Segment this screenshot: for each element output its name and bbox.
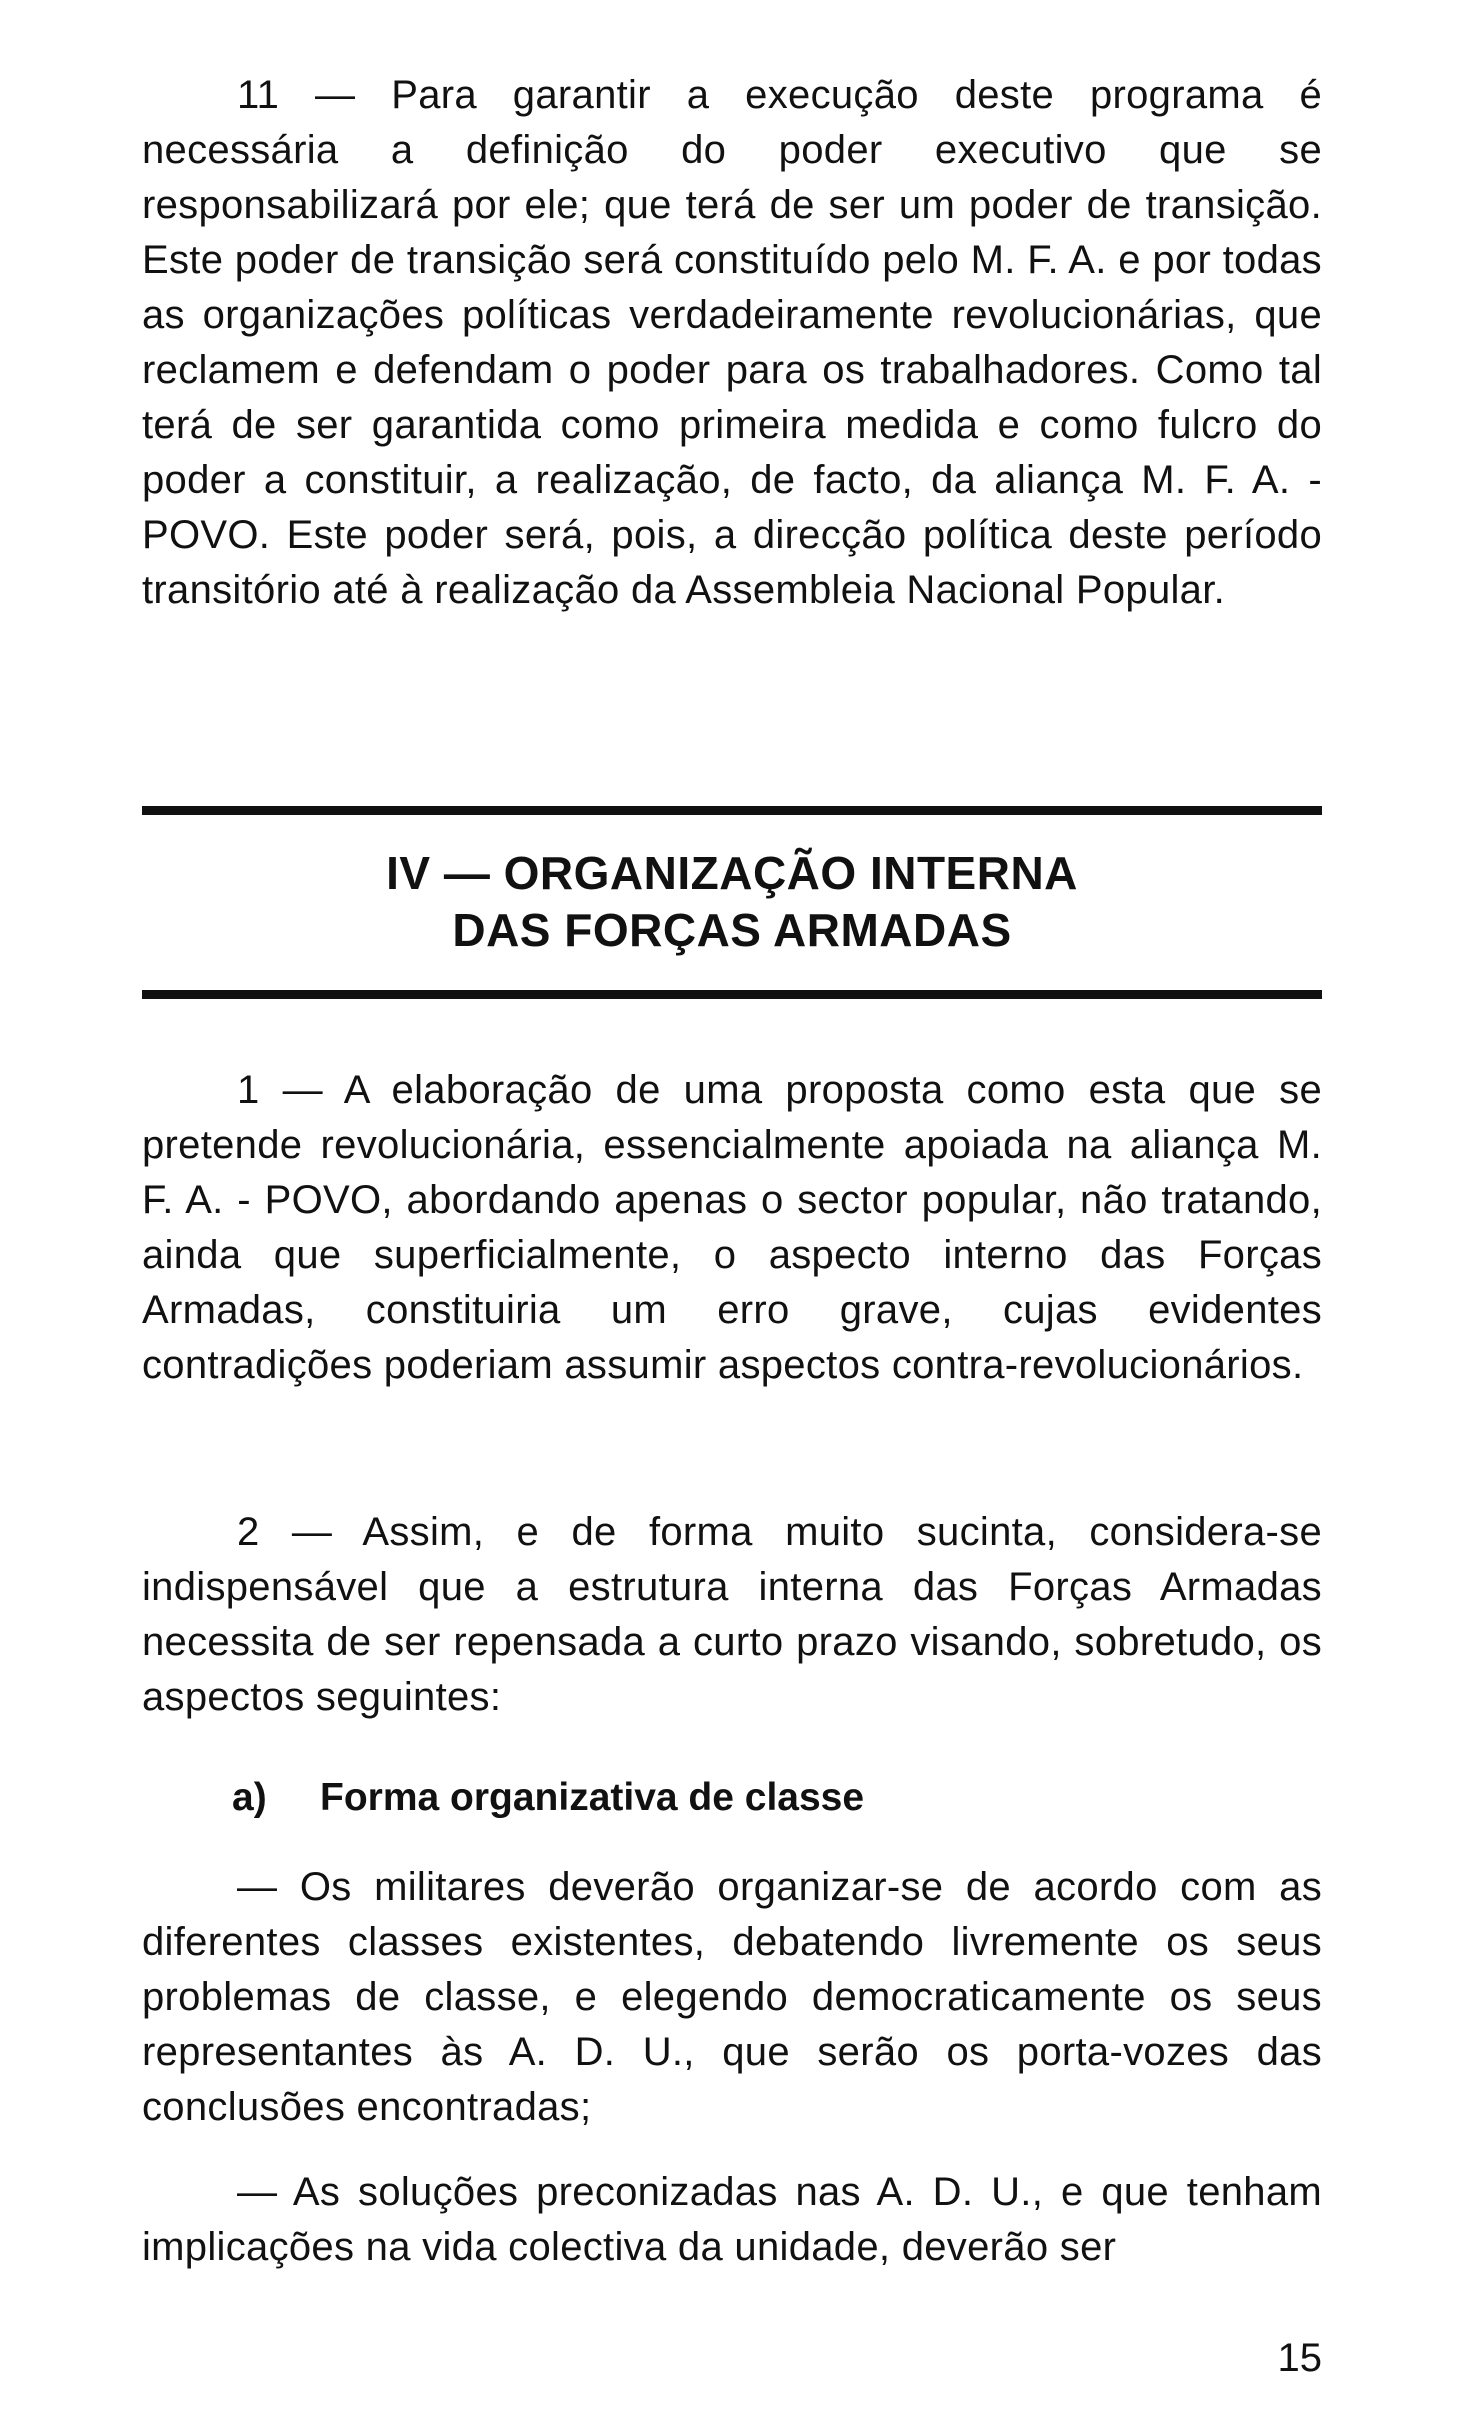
section-heading-line-2: DAS FORÇAS ARMADAS xyxy=(452,904,1012,956)
subsection-a-title: Forma organizativa de classe xyxy=(320,1776,865,1819)
paragraph-1: 1 — A elaboração de uma proposta como esta que se pretende revolucionária, essencialmente apoiada na aliança M. F. A. - POVO, abordando apenas o sector popular, não tratando, ainda que superficialmente, o aspecto interno das Forças Armadas, constituiria um erro grave, cujas evidentes contradições poderiam assumir aspectos contra-revolucionários. xyxy=(142,1068,1322,1387)
section-heading-line-1: IV — ORGANIZAÇÃO INTERNA xyxy=(386,847,1078,899)
subsection-a-heading xyxy=(232,1773,864,1823)
dash-item-1: — Os militares deverão organizar-se de acordo com as diferentes classes existentes, debatendo livremente os seus problemas de classe, e elegendo democraticamente os seus representantes às A. D. U., que serão os porta-vozes das conclusões encontradas; xyxy=(142,1865,1322,2129)
paragraph-2: 2 — Assim, e de forma muito sucinta, considera-se indispensável que a estrutura interna das Forças Armadas necessita de ser repensada a curto prazo visando, sobretudo, os aspectos seguintes: xyxy=(142,1510,1322,1719)
section-heading xyxy=(142,845,1322,959)
heading-rule-top xyxy=(142,806,1322,815)
paragraph-11: 11 — Para garantir a execução deste programa é necessária a definição do poder executivo que se responsabilizará por ele; que terá de ser um poder de transição. Este poder de transição será constituído pelo M. F. A. e por todas as organizações políticas verdadeiramente revolucionárias, que reclamem e defendam o poder para os trabalhadores. Como tal terá de ser garantida como primeira medida e como fulcro do poder a constituir, a realização, de facto, da aliança M. F. A. - POVO. Este poder será, pois, a direcção política deste período transitório até à realização da Assembleia Nacional Popular. xyxy=(142,73,1322,612)
heading-rule-bottom xyxy=(142,990,1322,999)
dash-item-2: — As soluções preconizadas nas A. D. U., e que tenham implicações na vida colectiva da unidade, deverão ser xyxy=(142,2170,1322,2269)
page-number: 15 xyxy=(1277,2336,1322,2380)
subsection-a-label: a) xyxy=(232,1776,267,1819)
